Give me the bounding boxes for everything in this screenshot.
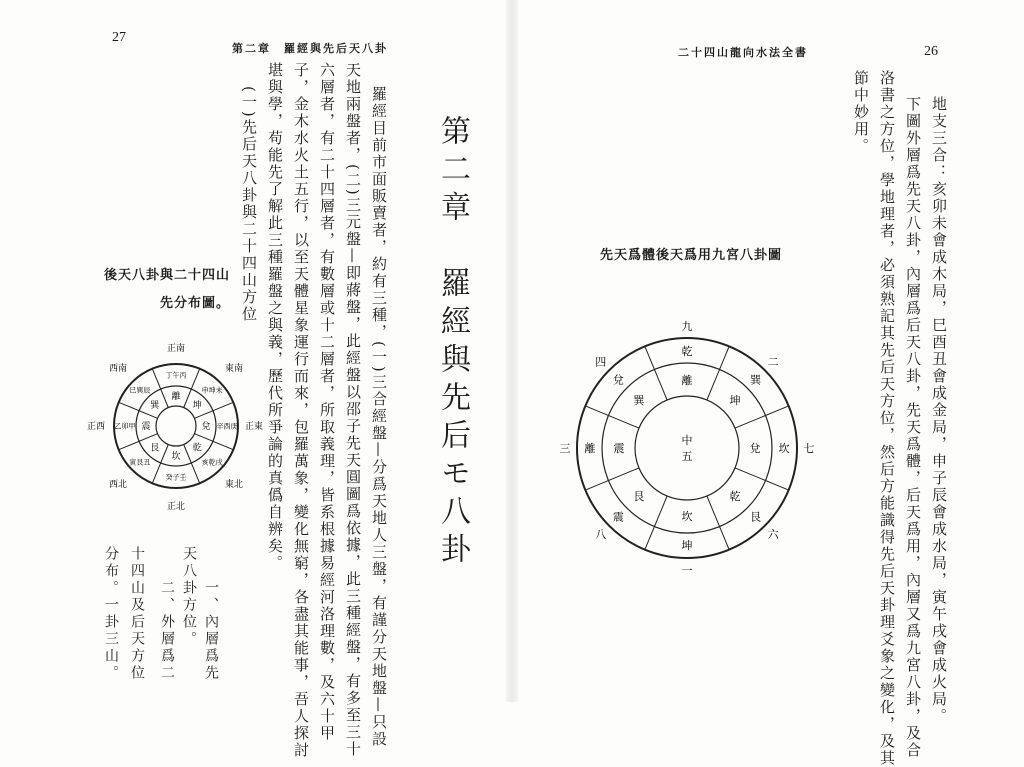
center-label: 中 (681, 434, 693, 447)
inner-trigram-label: 離 (681, 373, 693, 387)
direction-label: 東南 (224, 364, 244, 375)
chapter-title: 第二章 羅經與先后モ八卦 (435, 115, 470, 571)
running-head: 二十四山龍向水法全書 (678, 46, 808, 59)
ring-divider (645, 496, 667, 550)
note-line: 十四山及后天方位 (129, 546, 145, 682)
ring-divider (707, 496, 729, 550)
body-column: 羅經目前市面販賣者，約有三種，(一)三合經盤—分爲天地人三盤，有謹分天地盤—只設 (370, 86, 388, 748)
diagram-caption: 先天爲體後天爲用九宮八卦圖 (600, 248, 783, 263)
right-page (512, 0, 1024, 767)
direction-label: 正北 (166, 502, 186, 513)
note-line: 天八卦方位。 (181, 546, 197, 648)
trigram-label: 乾 (192, 443, 202, 454)
bagua-24-mountain-diagram (86, 336, 266, 516)
outer-trigram-label: 巽 (750, 373, 762, 387)
direction-label: 西北 (108, 480, 128, 491)
palace-number: 三 (559, 441, 571, 455)
nine-palace-bagua-diagram (552, 318, 822, 578)
direction-label: 東北 (224, 480, 244, 491)
outer-trigram-label: 艮 (750, 510, 762, 524)
mountain-group-label: 巳巽辰 (129, 386, 151, 395)
direction-label: 西南 (108, 364, 128, 375)
body-column: 子，金木水火土五行，以至天體星象運行而來，包羅萬象，變化無窮，各盡其能事，吾人探討 (292, 62, 310, 759)
diagram-caption: 先分布圖。 (160, 296, 231, 311)
palace-number: 九 (681, 319, 693, 333)
mountain-group-label: 寅艮丑 (129, 458, 151, 467)
inner-trigram-label: 艮 (633, 489, 645, 503)
ring-divider (585, 406, 639, 428)
body-column: 下圖外層爲先天八卦，內層爲后天八卦，先天爲體，后天爲用，內層又爲九宮八卦，及合 (904, 96, 922, 759)
section-heading: (一)先后天八卦與二十四山方位 (240, 86, 258, 323)
inner-trigram-label: 巽 (633, 393, 645, 407)
trigram-label: 兌 (201, 422, 211, 433)
outer-trigram-label: 兌 (612, 373, 624, 387)
note-line: 二、外層爲二 (159, 580, 175, 682)
palace-number: 七 (803, 441, 815, 455)
ring-divider (707, 346, 729, 400)
ring-divider (645, 346, 667, 400)
note-line: 分布。一卦三山。 (103, 546, 119, 682)
outer-trigram-label: 離 (584, 441, 596, 455)
trigram-label: 艮 (150, 443, 160, 454)
ring-divider (735, 468, 789, 490)
outer-trigram-label: 坎 (778, 441, 790, 455)
body-column: 洛書之方位，學地理者，必須熟記其先后天方位，然后方能識得先后天卦理爻象之變化，及其 (878, 70, 896, 767)
mountain-group-label: 丁午丙 (165, 371, 187, 380)
page-number: 27 (112, 30, 126, 45)
mountain-group-label: 亥乾戌 (201, 458, 223, 467)
inner-trigram-label: 坤 (729, 393, 741, 407)
mountain-group-label: 辛酉庚 (216, 422, 238, 431)
left-page (0, 0, 512, 759)
trigram-label: 巽 (150, 400, 160, 411)
diagram-caption: 後天八卦與二十四山 (104, 268, 231, 283)
palace-number: 四 (595, 355, 607, 369)
inner-trigram-label: 兌 (749, 441, 761, 455)
direction-label: 正西 (86, 422, 106, 433)
body-column: 天地兩盤者，(二)三元盤—即蔣盤，此經盤以邵子先天圓圖爲依據，此三種經盤，有多至三十 (344, 62, 362, 758)
running-head: 第二章 羅經與先后天八卦 (232, 42, 388, 55)
body-column: 堪與學，苟能先了解此三種羅盤之與義，歷代所爭論的真僞自辨矣。 (266, 62, 284, 572)
trigram-label: 坤 (192, 400, 202, 411)
palace-number: 一 (681, 563, 693, 577)
outer-trigram-label: 乾 (681, 344, 693, 358)
trigram-label: 震 (141, 422, 151, 433)
outer-trigram-label: 坤 (681, 538, 693, 552)
ring-divider (735, 406, 789, 428)
inner-trigram-label: 坎 (681, 509, 693, 523)
trigram-label: 坎 (171, 452, 181, 463)
direction-label: 正東 (244, 422, 264, 433)
palace-number: 八 (595, 528, 607, 542)
body-column: 地支三合：亥卯未會成木局，巳酉丑會成金局，申子辰會成水局，寅午戌會成火局。 (930, 96, 948, 725)
mountain-group-label: 癸子壬 (165, 473, 187, 482)
ring-divider (585, 468, 639, 490)
note-line: 一、內層爲先 (203, 580, 219, 682)
inner-trigram-label: 乾 (729, 489, 741, 503)
center-label: 五 (681, 450, 693, 463)
page-number: 26 (924, 44, 938, 59)
body-column: 節中妙用。 (852, 70, 870, 155)
mountain-group-label: 乙卯甲 (114, 422, 136, 431)
palace-number: 二 (767, 355, 779, 369)
palace-number: 六 (767, 528, 779, 542)
mountain-group-label: 申坤未 (201, 386, 223, 395)
trigram-label: 離 (171, 392, 181, 403)
direction-label: 正南 (166, 344, 186, 355)
inner-trigram-label: 震 (613, 441, 625, 455)
body-column: 六層者，有二十四層者，有數層或十二層者，所取義理，皆系根據易經河洛理數，及六十甲 (318, 62, 336, 742)
outer-trigram-label: 震 (612, 510, 624, 524)
